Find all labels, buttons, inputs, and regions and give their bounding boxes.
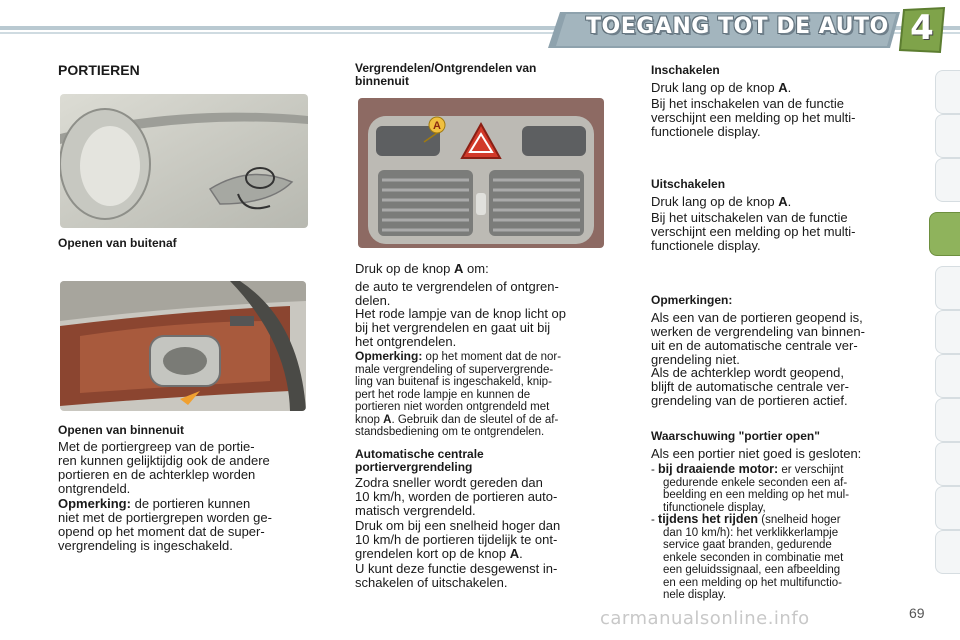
exterior-door-handle-photo — [60, 94, 308, 228]
auto-lock-paragraph-1: Zodra sneller wordt gereden dan 10 km/h, worden de portieren auto- matisch vergrendeld. — [355, 475, 558, 518]
page-number: 69 — [909, 605, 925, 621]
heading-inschakelen: Inschakelen — [651, 63, 720, 77]
remarks-paragraph-2: Als de achterklep wordt geopend, blijft de automatische centrale ver- grendeling van de portieren actief. — [651, 365, 849, 408]
chapter-number-badge: 4 — [898, 6, 946, 54]
red-lamp-paragraph: Het rode lampje van de knop licht op bij het vergrendelen en gaat uit bij het ontgrendelen. — [355, 306, 567, 349]
chapter-title: TOEGANG TOT DE AUTO — [586, 14, 889, 39]
watermark: carmanualsonline.info — [600, 608, 810, 629]
remarks-paragraph-1: Als een van de portieren geopend is, werken de vergrendeling van binnen- uit en de automatische centrale ver- grendeling niet. — [651, 310, 865, 367]
chapter-tab[interactable] — [935, 398, 960, 442]
press-button-line: Druk op de knop A om: — [355, 261, 489, 276]
chapter-tab[interactable] — [935, 530, 960, 574]
uitschakelen-paragraph: Bij het uitschakelen van de functie verschijnt een melding op het multi- functionele display. — [651, 210, 856, 253]
inschakelen-paragraph: Bij het inschakelen van de functie verschijnt een melding op het multi- functionele display. — [651, 96, 856, 139]
interior-door-handle-photo — [60, 281, 306, 411]
auto-lock-paragraph-2: Druk om bij een snelheid hoger dan 10 km/h de portieren tijdelijk te ont- grendelen kort op de knop A. — [355, 518, 561, 561]
heading-auto-locking: Automatische centrale portiervergrendeling — [355, 447, 484, 474]
caption-open-outside: Openen van buitenaf — [58, 236, 177, 250]
uitschakelen-press: Druk lang op de knop A. — [651, 194, 792, 209]
warning-item-driving: - tijdens het rijden (snelheid hoger dan 10 km/h): het verklikkerlampje service gaat branden, gedurende enkele seconden in combinatie met een geluidssignaal, een afbeelding en een melding op het multifunctio- nele display. — [651, 512, 844, 601]
heading-lock-unlock-inside: Vergrendelen/Ontgrendelen van binnenuit — [355, 61, 537, 88]
warning-intro: Als een portier niet goed is gesloten: — [651, 446, 862, 461]
chapter-tab-active[interactable] — [929, 212, 960, 256]
chapter-tab[interactable] — [935, 310, 960, 354]
heading-opmerkingen: Opmerkingen: — [651, 293, 733, 307]
heading-open-inside: Openen van binnenuit — [58, 423, 185, 437]
section-title: PORTIEREN — [58, 62, 140, 78]
dashboard-lock-button-photo — [358, 98, 604, 248]
lock-purpose-paragraph: de auto te vergrendelen of ontgren- delen. — [355, 279, 559, 308]
chapter-tab[interactable] — [935, 354, 960, 398]
chapter-tab[interactable] — [935, 266, 960, 310]
open-inside-note: Opmerking: de portieren kunnen niet met de portiergrepen worden ge- opend op het moment dat de super- vergrendeling is ingeschakeld. — [58, 496, 272, 553]
chapter-tab[interactable] — [935, 114, 960, 158]
warning-item-engine-running: - bij draaiende motor: er verschijnt gedurende enkele seconden een af- beelding en een melding op het mul- tifunctionele display, — [651, 462, 850, 514]
auto-lock-paragraph-3: U kunt deze functie desgewenst in- schakelen of uitschakelen. — [355, 561, 558, 590]
chapter-tabs — [934, 70, 960, 610]
button-a-label: A — [433, 120, 441, 132]
heading-uitschakelen: Uitschakelen — [651, 177, 726, 191]
inschakelen-press: Druk lang op de knop A. — [651, 80, 792, 95]
heading-door-open-warning: Waarschuwing "portier open" — [651, 429, 820, 443]
chapter-tab[interactable] — [935, 158, 960, 202]
chapter-tab[interactable] — [935, 70, 960, 114]
chapter-tab[interactable] — [935, 486, 960, 530]
page-header — [0, 0, 960, 58]
lock-note-paragraph: Opmerking: op het moment dat de nor- male vergrendeling of supervergrende- ling van buitenaf is ingeschakeld, knip- pert het rode lampje en kunnen de portieren niet worden ontgrendeld met knop A. Gebruik dan de sleutel of de af- standsbediening om te ontgrendelen. — [355, 349, 562, 438]
open-inside-paragraph: Met de portiergreep van de portie- ren kunnen gelijktijdig ook de andere portieren en de achterklep worden ontgrendeld. — [58, 439, 270, 496]
chapter-tab[interactable] — [935, 442, 960, 486]
